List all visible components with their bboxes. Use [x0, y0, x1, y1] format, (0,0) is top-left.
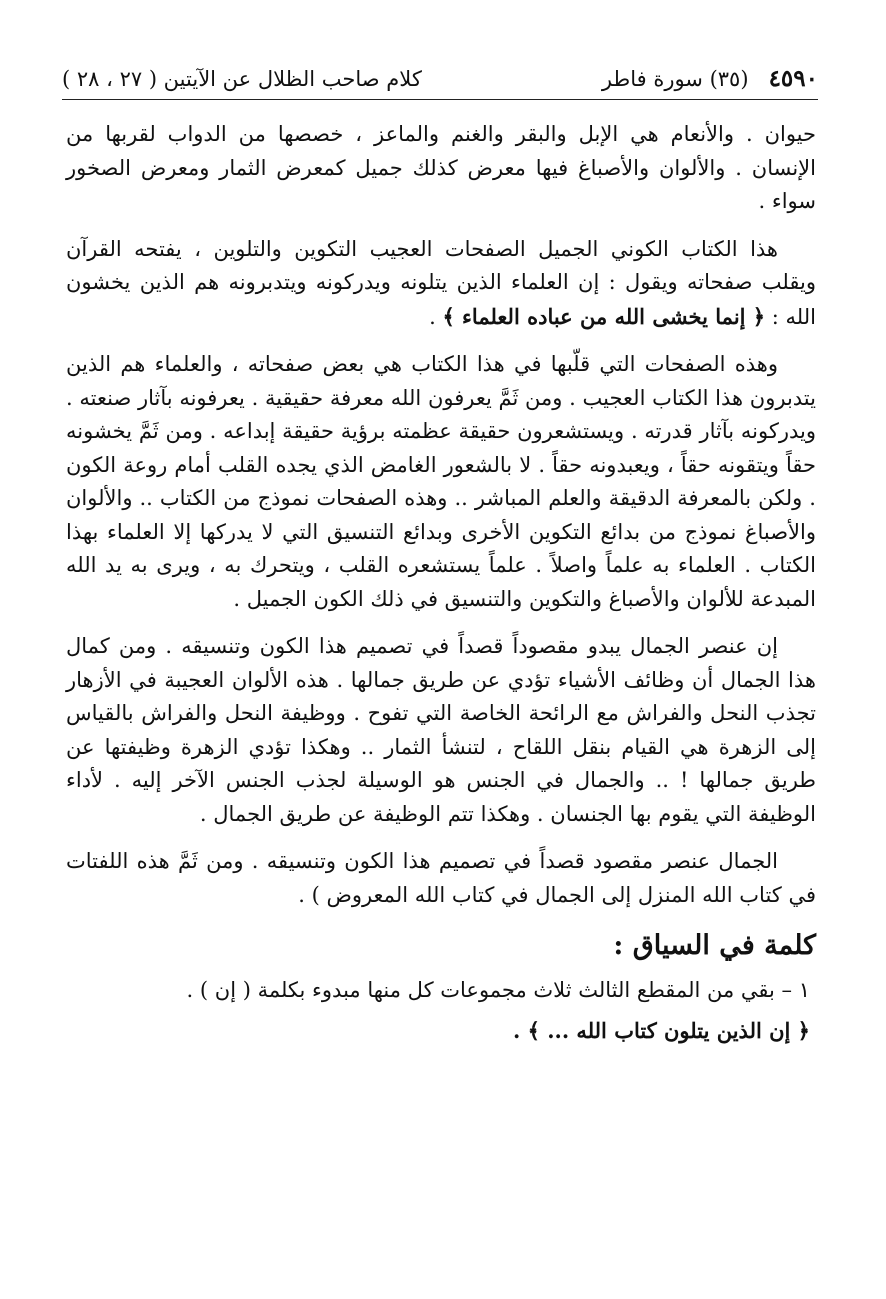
- page-header: [62, 58, 818, 94]
- surah-name: (٣٥) سورة فاطر: [601, 67, 749, 91]
- header-divider: [62, 99, 818, 100]
- paragraph-5: الجمال عنصر مقصود قصداً في تصميم هذا الكون وتنسيقه . ومن ثَمَّ هذه اللفتات في كتاب الله المنزل إلى الجمال في كتاب الله المعروض ) .: [66, 849, 816, 907]
- page-body: [66, 118, 816, 1061]
- header-topic: كلام صاحب الظلال عن الآيتين ( ٢٧ ، ٢٨ ): [62, 67, 422, 91]
- paragraph-2-end: .: [429, 304, 443, 329]
- paragraph-1: حيوان . والأنعام هي الإبل والبقر والغنم والماعز ، خصصها من الدواب لقربها من الإنسان . والألوان والأصباغ فيها معرض كذلك جميل كمعرض الثمار ومعرض الصخور سواء .: [66, 122, 816, 213]
- page-number: ٤٥٩٠: [768, 65, 818, 92]
- quran-verse-quote: ﴿ إن الذين يتلون كتاب الله ... ﴾ .: [512, 1017, 810, 1043]
- page-header-right: [602, 64, 818, 94]
- section-heading: كلمة في السياق :: [613, 930, 816, 961]
- paragraph-3: وهذه الصفحات التي قلّبها في هذا الكتاب هي بعض صفحاته ، والعلماء هم الذين يتدبرون هذا الكتاب العجيب . ومن ثَمَّ يعرفون الله معرفة حقيقية . يعرفونه بآثار صنعته . ويدركونه بآثار قدرته . ويستشعرون حقيقة عظمته برؤية حقيقة إبداعه . ومن ثَمَّ يخشونه حقاً ويتقونه حقاً ، ويعبدونه حقاً . لا بالشعور الغامض الذي يجده القلب أمام روعة الكون . ولكن بالمعرفة الدقيقة والعلم المباشر .. وهذه الصفحات نموذج من الكتاب .. والألوان والأصباغ نموذج من بدائع التكوين الأخرى وبدائع التنسيق التي لا يدركها إلا العلماء بهذا الكتاب . العلماء به علماً واصلاً . علماً يستشعره القلب ، ويتحرك به ، ويرى به يد الله المبدعة للألوان والأصباغ والتكوين والتنسيق في ذلك الكون الجميل .: [66, 352, 816, 611]
- paragraph-4: إن عنصر الجمال يبدو مقصوداً قصداً في تصميم هذا الكون وتنسيقه . ومن كمال هذا الجمال أن وظائف الأشياء تؤدي عن طريق جمالها . هذه الألوان العجيبة في الأزهار تجذب النحل والفراش مع الرائحة الخاصة التي تفوح . ووظيفة النحل والفراش بالقياس إلى الزهرة هي القيام بنقل اللقاح ، لتنشأ الثمار .. وهكذا تؤدي الزهرة وظيفتها عن طريق جمالها ! .. والجمال في الجنس هو الوسيلة لجذب الجنس الآخر إليه . لأداء الوظيفة التي يقوم بها الجنسان . وهكذا تتم الوظيفة عن طريق الجمال .: [66, 634, 816, 826]
- paragraph-2-text: هذا الكتاب الكوني الجميل الصفحات العجيب التكوين والتلوين ، يفتحه القرآن ويقلب صفحاته ويقول : إن العلماء الذين يتلونه ويدركونه ويتدبرونه هم الذين يخشون الله :: [66, 236, 816, 329]
- list-item-1: ١ – بقي من المقطع الثالث ثلاث مجموعات كل منها مبدوء بكلمة ( إن ) .: [186, 978, 810, 1002]
- quran-verse: ﴿ إنما يخشى الله من عباده العلماء ﴾: [442, 303, 766, 329]
- paragraph-2: [66, 233, 816, 335]
